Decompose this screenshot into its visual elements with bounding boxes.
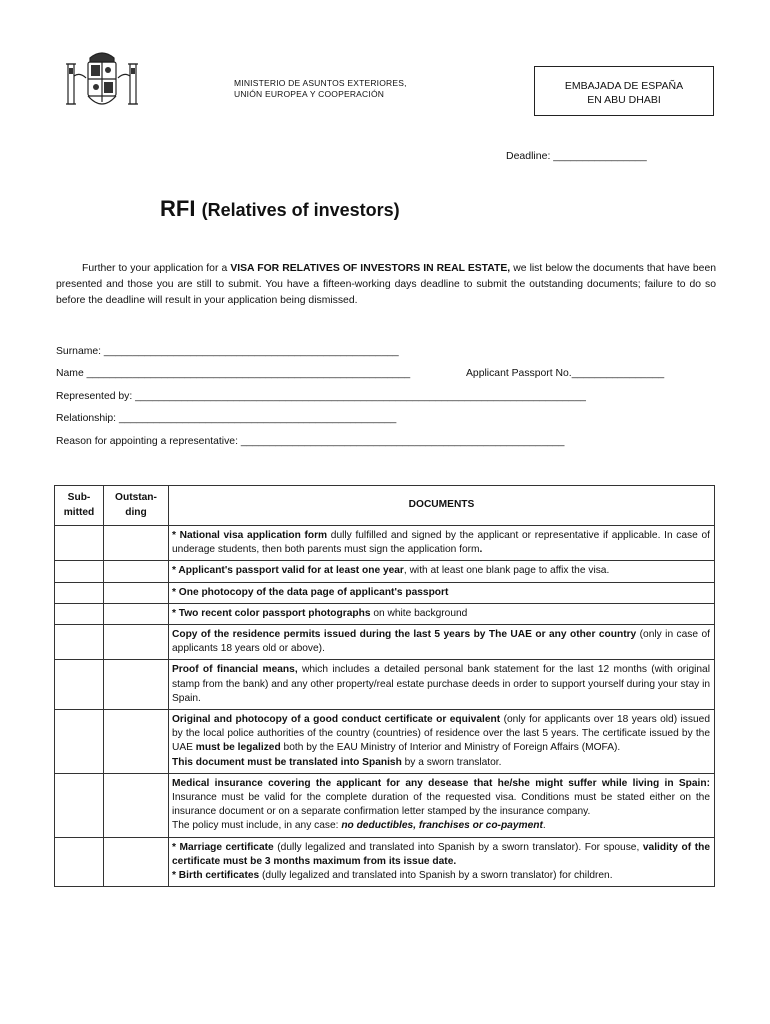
document-description: Original and photocopy of a good conduct certificate or equivalent (only for applicants over 18 years old) issued by the local police authorities of the country (countries) of residence over the last 5 years. The certificate issued by the UAE must be legalized both by the EAU Ministry of Interior and Ministry of Foreign Affairs (MOFA). This document must be translated into Spanish by a sworn translator. — [169, 710, 715, 774]
represented-by-field[interactable]: Represented by: ______________________________________________________________________________ — [56, 391, 586, 402]
outstanding-checkbox[interactable] — [104, 582, 169, 603]
table-row — [55, 837, 715, 887]
embassy-line-2: EN ABU DHABI — [587, 94, 661, 106]
title-main: RFI — [160, 196, 196, 221]
table-header-row — [55, 486, 715, 526]
submitted-checkbox[interactable] — [55, 773, 104, 837]
outstanding-checkbox[interactable] — [104, 561, 169, 582]
submitted-checkbox[interactable] — [55, 660, 104, 710]
table-row — [55, 526, 715, 561]
ministry-line-1: MINISTERIO DE ASUNTOS EXTERIORES, — [234, 78, 407, 88]
header-documents: DOCUMENTS — [169, 486, 715, 526]
outstanding-checkbox[interactable] — [104, 603, 169, 624]
reason-field[interactable]: Reason for appointing a representative: ________________________________________________________ — [56, 436, 565, 447]
outstanding-checkbox[interactable] — [104, 526, 169, 561]
document-description: * Two recent color passport photographs on white background — [169, 603, 715, 624]
document-description: * One photocopy of the data page of applicant's passport — [169, 582, 715, 603]
table-row — [55, 561, 715, 582]
table-row — [55, 710, 715, 774]
table-row — [55, 773, 715, 837]
name-field[interactable]: Name ________________________________________________________ — [56, 368, 411, 379]
table-row — [55, 625, 715, 660]
document-description: Proof of financial means, which includes a detailed personal bank statement for the last 12 months (with original stamp from the bank) and any other property/real estate purchase deeds in order to support yourself during your stay in Spain. — [169, 660, 715, 710]
outstanding-checkbox[interactable] — [104, 837, 169, 887]
intro-visa-type: VISA FOR RELATIVES OF INVESTORS IN REAL ESTATE, — [230, 263, 511, 274]
outstanding-checkbox[interactable] — [104, 773, 169, 837]
header-outstanding: Outstan- ding — [104, 486, 169, 526]
passport-number-field[interactable]: Applicant Passport No.________________ — [466, 368, 665, 379]
outstanding-checkbox[interactable] — [104, 660, 169, 710]
document-description: * Marriage certificate (dully legalized and translated into Spanish by a sworn translator). For spouse, validity of the certificate must be 3 months maximum from its issue date. * Birth certificates (dully legalized and translated into Spanish by a sworn translator) for children. — [169, 837, 715, 887]
intro-text-rest: we list below the documents that have been presented and those you are still to submit. You have a fifteen-working days deadline to submit the outstanding documents; failure to do so before the deadline will result in your application being dismissed. — [56, 263, 717, 306]
header-submitted: Sub- mitted — [55, 486, 104, 526]
submitted-checkbox[interactable] — [55, 561, 104, 582]
submitted-checkbox[interactable] — [55, 625, 104, 660]
surname-field[interactable]: Surname: ___________________________________________________ — [56, 346, 399, 357]
document-description: * National visa application form dully fulfilled and signed by the applicant or representative if applicable. In case of underage students, then both parents must sign the application form. — [169, 526, 715, 561]
intro-paragraph — [56, 261, 716, 309]
document-description: * Applicant's passport valid for at least one year, with at least one blank page to affix the visa. — [169, 561, 715, 582]
ministry-heading — [234, 78, 407, 100]
document-description: Copy of the residence permits issued during the last 5 years by The UAE or any other country (only in case of applicants 18 years old or above). — [169, 625, 715, 660]
embassy-box — [534, 66, 714, 116]
ministry-line-2: UNIÓN EUROPEA Y COOPERACIÓN — [234, 89, 385, 99]
outstanding-checkbox[interactable] — [104, 710, 169, 774]
spain-coat-of-arms-icon — [60, 46, 144, 116]
submitted-checkbox[interactable] — [55, 582, 104, 603]
table-row — [55, 603, 715, 624]
table-row — [55, 660, 715, 710]
outstanding-checkbox[interactable] — [104, 625, 169, 660]
submitted-checkbox[interactable] — [55, 710, 104, 774]
submitted-checkbox[interactable] — [55, 526, 104, 561]
table-row — [55, 582, 715, 603]
document-description: Medical insurance covering the applicant for any desease that he/she might suffer while living in Spain: Insurance must be valid for the complete duration of the requested visa. Conditions must be stated either on the insurance document or on a separate confirmation letter stamped by the insurance company. The policy must include, in any case: no deductibles, franchises or co-payment. — [169, 773, 715, 837]
title-sub: (Relatives of investors) — [201, 200, 400, 220]
intro-text: Further to your application for a — [82, 263, 231, 274]
submitted-checkbox[interactable] — [55, 837, 104, 887]
embassy-line-1: EMBAJADA DE ESPAÑA — [564, 80, 684, 92]
relationship-field[interactable]: Relationship: ________________________________________________ — [56, 413, 397, 424]
documents-table — [54, 485, 715, 887]
deadline-field[interactable]: Deadline: ________________ — [506, 150, 647, 162]
submitted-checkbox[interactable] — [55, 603, 104, 624]
page-title — [160, 196, 400, 222]
